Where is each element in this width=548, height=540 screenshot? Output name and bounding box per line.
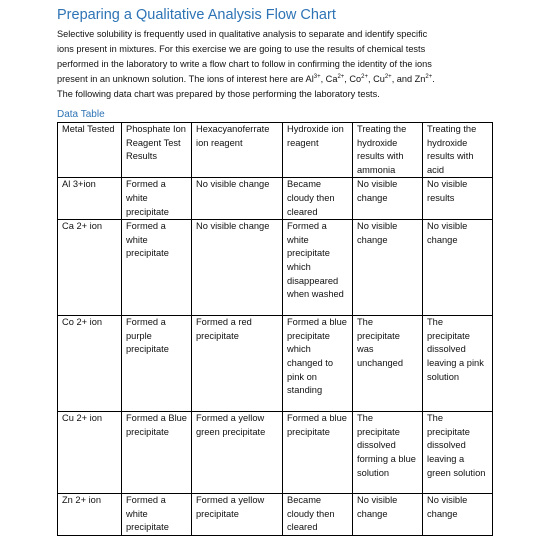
header-cell: Hydroxide ion reagent	[283, 123, 353, 178]
intro-line: ions present in mixtures. For this exercise we are going to use the results of chemical tests	[57, 43, 426, 54]
intro-text: , Co	[344, 73, 362, 84]
table-cell: Formed a white precipitate which disappeared when washed	[283, 220, 353, 316]
data-table	[57, 122, 493, 536]
table-cell: Formed a blue precipitate which changed to pink on standing	[283, 316, 353, 412]
table-cell: Ca 2+ ion	[58, 220, 122, 316]
table-cell: Formed a Blue precipitate	[122, 412, 192, 494]
table-cell: Cu 2+ ion	[58, 412, 122, 494]
table-cell: No visible change	[423, 220, 493, 316]
intro-text: .	[432, 73, 435, 84]
table-cell: Formed a blue precipitate	[283, 412, 353, 494]
table-cell: No visible change	[353, 220, 423, 316]
table-cell: Formed a purple precipitate	[122, 316, 192, 412]
table-cell: The precipitate was unchanged	[353, 316, 423, 412]
table-row	[58, 412, 493, 494]
table-cell: Formed a white precipitate	[122, 220, 192, 316]
intro-line-ions	[57, 72, 497, 87]
table-cell: No visible change	[192, 178, 283, 220]
table-header-row	[58, 123, 493, 178]
header-cell: Treating the hydroxide results with acid	[423, 123, 493, 178]
header-cell: Hexacyanoferrate ion reagent	[192, 123, 283, 178]
intro-paragraph	[57, 27, 497, 102]
table-cell: No visible change	[353, 178, 423, 220]
table-cell: Became cloudy then cleared	[283, 494, 353, 536]
intro-line: performed in the laboratory to write a flow chart to follow in confirming the identity of the ions	[57, 58, 432, 69]
intro-text: , Ca	[320, 73, 338, 84]
table-cell: No visible change	[353, 494, 423, 536]
intro-text: , Cu	[367, 73, 385, 84]
table-cell: The precipitate dissolved leaving a pink solution	[423, 316, 493, 412]
table-cell: Formed a yellow green precipitate	[192, 412, 283, 494]
ion-charge: 2+	[425, 73, 433, 80]
intro-text: present in an unknown solution. The ions of interest here are Al	[57, 73, 314, 84]
table-cell: Formed a red precipitate	[192, 316, 283, 412]
intro-line: Selective solubility is frequently used in qualitative analysis to separate and identify specific	[57, 29, 428, 39]
table-cell: No visible results	[423, 178, 493, 220]
table-cell: Zn 2+ ion	[58, 494, 122, 536]
intro-line: The following data chart was prepared by those performing the laboratory tests.	[57, 88, 380, 99]
document-title: Preparing a Qualitative Analysis Flow Chart	[57, 7, 336, 23]
table-cell: Al 3+ion	[58, 178, 122, 220]
table-row	[58, 220, 493, 316]
header-cell: Phosphate Ion Reagent Test Results	[122, 123, 192, 178]
table-row	[58, 316, 493, 412]
table-cell: Co 2+ ion	[58, 316, 122, 412]
ion-charge: 2+	[384, 73, 392, 80]
table-cell: Formed a white precipitate	[122, 178, 192, 220]
table-cell: Formed a yellow precipitate	[192, 494, 283, 536]
ion-charge: 3+	[313, 73, 321, 80]
table-cell: Became cloudy then cleared	[283, 178, 353, 220]
ion-charge: 2+	[361, 73, 368, 80]
table-caption: Data Table	[57, 109, 105, 120]
table-cell: The precipitate dissolved leaving a green solution	[423, 412, 493, 494]
header-cell: Treating the hydroxide results with ammonia	[353, 123, 423, 178]
table-cell: No visible change	[423, 494, 493, 536]
header-cell: Metal Tested	[58, 123, 122, 178]
table-cell: The precipitate dissolved forming a blue solution	[353, 412, 423, 494]
table-row	[58, 178, 493, 220]
table-row	[58, 494, 493, 536]
intro-text: , and Zn	[391, 73, 426, 84]
ion-charge: 2+	[337, 73, 345, 80]
table-cell: Formed a white precipitate	[122, 494, 192, 536]
table-cell: No visible change	[192, 220, 283, 316]
